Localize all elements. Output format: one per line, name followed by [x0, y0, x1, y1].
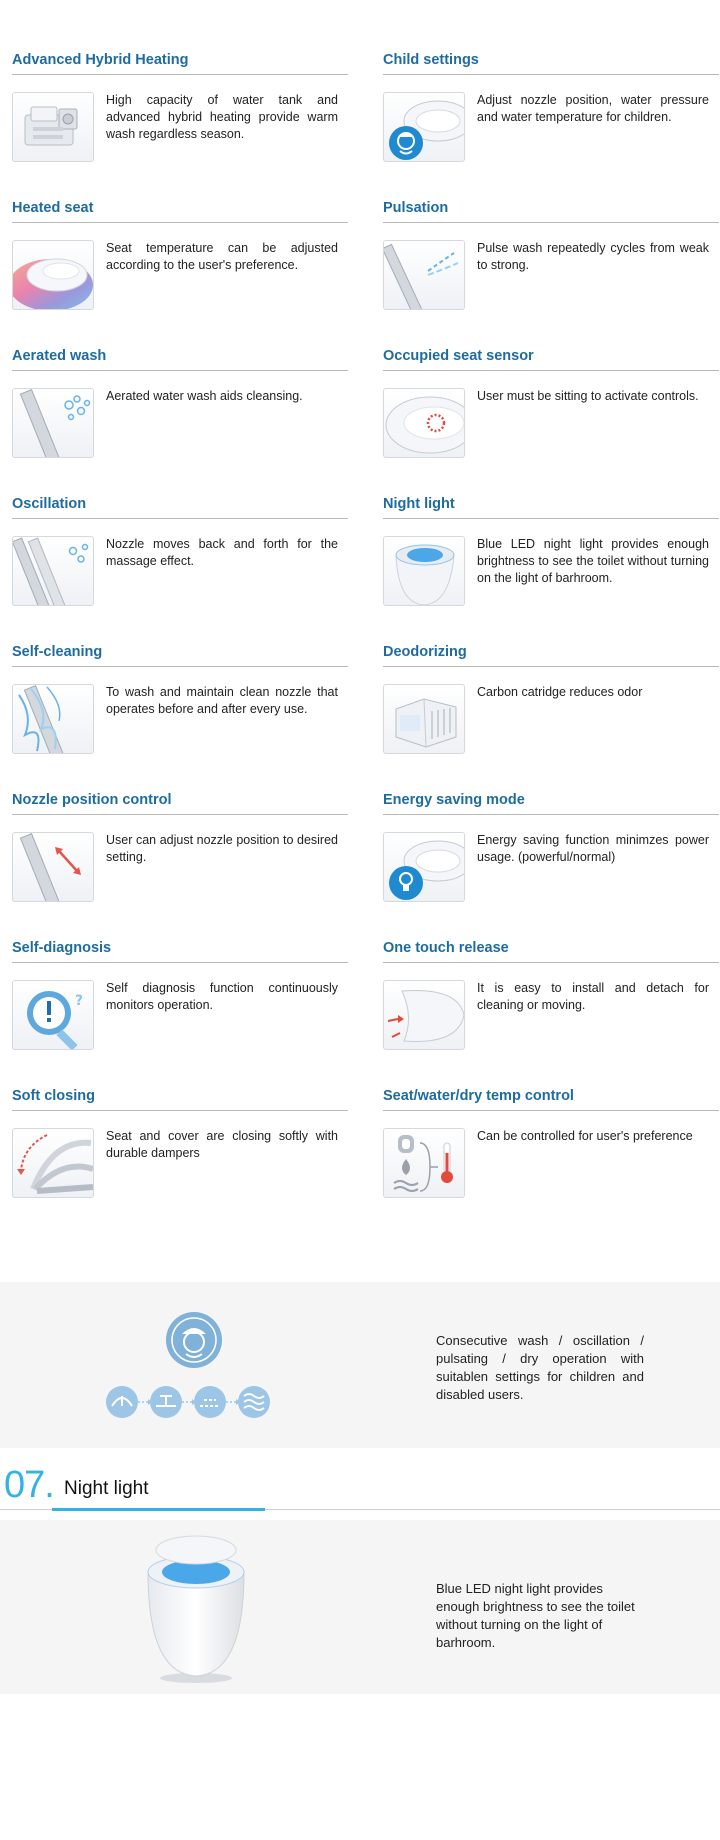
feature-title: Child settings: [383, 50, 719, 75]
night-light-icon: [383, 536, 465, 606]
temperature-control-icon: [383, 1128, 465, 1198]
child-face-icon: [383, 92, 465, 162]
svg-text:?: ?: [75, 993, 84, 1009]
feature-self-diagnosis: [12, 938, 348, 1058]
feature-title: Night light: [383, 494, 719, 519]
feature-title: Occupied seat sensor: [383, 346, 719, 371]
feature-title: One touch release: [383, 938, 719, 963]
deodorizer-icon: [383, 684, 465, 754]
combo-description: Consecutive wash / oscillation / pulsating / dry operation with suitablen settings for children and disabled users.: [436, 1333, 644, 1402]
night-light-toilet-icon: [140, 1534, 250, 1684]
feature-pulsation: [383, 198, 719, 318]
consecutive-operation-panel: [0, 1282, 720, 1448]
section-number: 07.: [4, 1464, 54, 1506]
feature-aerated-wash: [12, 346, 348, 466]
feature-description: Carbon catridge reduces odor: [477, 685, 643, 699]
aerated-nozzle-icon: [12, 388, 94, 458]
feature-description: It is easy to install and detach for cleaning or moving.: [477, 981, 709, 1012]
feature-title: Self-cleaning: [12, 642, 348, 667]
feature-title: Self-diagnosis: [12, 938, 348, 963]
pulse-nozzle-icon: [383, 240, 465, 310]
feature-title: Soft closing: [12, 1086, 348, 1111]
light-bulb-icon: [383, 832, 465, 902]
heated-seat-icon: [12, 240, 94, 310]
feature-description: Aerated water wash aids cleansing.: [106, 389, 303, 403]
feature-description: Seat temperature can be adjusted according to the user's preference.: [106, 241, 338, 272]
feature-description: Energy saving function minimzes power usage. (powerful/normal): [477, 833, 709, 864]
feature-nozzle-position-control: [12, 790, 348, 910]
feature-self-cleaning: [12, 642, 348, 762]
feature-oscillation: [12, 494, 348, 614]
feature-title: Nozzle position control: [12, 790, 348, 815]
feature-one-touch-release: [383, 938, 719, 1058]
feature-title: Heated seat: [12, 198, 348, 223]
feature-description: Seat and cover are closing softly with durable dampers: [106, 1129, 338, 1160]
feature-description: User must be sitting to activate controls.: [477, 389, 699, 403]
feature-heated-seat: [12, 198, 348, 318]
oscillation-nozzle-icon: [12, 536, 94, 606]
feature-description: Pulse wash repeatedly cycles from weak to strong.: [477, 241, 709, 272]
feature-description: Self diagnosis function continuously monitors operation.: [106, 981, 338, 1012]
feature-night-light: [383, 494, 719, 614]
feature-occupied-seat-sensor: [383, 346, 719, 466]
night-light-description: Blue LED night light provides enough brightness to see the toilet without turning on the light of barhroom.: [436, 1581, 635, 1650]
self-cleaning-icon: [12, 684, 94, 754]
section-title: Night light: [64, 1478, 149, 1499]
feature-title: Aerated wash: [12, 346, 348, 371]
section-accent-bar: [52, 1508, 265, 1511]
feature-advanced-hybrid-heating: [12, 50, 348, 170]
feature-title: Pulsation: [383, 198, 719, 223]
feature-deodorizing: [383, 642, 719, 762]
feature-child-settings: [383, 50, 719, 170]
feature-description: Can be controlled for user's preference: [477, 1129, 693, 1143]
diagnosis-icon: [12, 980, 94, 1050]
feature-seat-water-dry-temp-control: [383, 1086, 719, 1206]
feature-description: To wash and maintain clean nozzle that operates before and after every use.: [106, 685, 338, 716]
feature-description: User can adjust nozzle position to desired setting.: [106, 833, 338, 864]
night-light-panel: [0, 1520, 720, 1694]
soft-close-icon: [12, 1128, 94, 1198]
feature-description: Blue LED night light provides enough brightness to see the toilet without turning on the light of barhroom.: [477, 537, 709, 585]
heater-unit-icon: [12, 92, 94, 162]
operation-sequence-icon: [100, 1310, 280, 1420]
feature-title: Advanced Hybrid Heating: [12, 50, 348, 75]
feature-title: Seat/water/dry temp control: [383, 1086, 719, 1111]
seat-sensor-icon: [383, 388, 465, 458]
feature-description: Nozzle moves back and forth for the massage effect.: [106, 537, 338, 568]
feature-title: Energy saving mode: [383, 790, 719, 815]
feature-soft-closing: [12, 1086, 348, 1206]
section-header: [0, 1465, 720, 1513]
feature-description: High capacity of water tank and advanced hybrid heating provide warm wash regardless season.: [106, 93, 338, 141]
feature-title: Oscillation: [12, 494, 348, 519]
seat-release-icon: [383, 980, 465, 1050]
feature-title: Deodorizing: [383, 642, 719, 667]
feature-energy-saving-mode: [383, 790, 719, 910]
nozzle-position-icon: [12, 832, 94, 902]
feature-description: Adjust nozzle position, water pressure and water temperature for children.: [477, 93, 709, 124]
